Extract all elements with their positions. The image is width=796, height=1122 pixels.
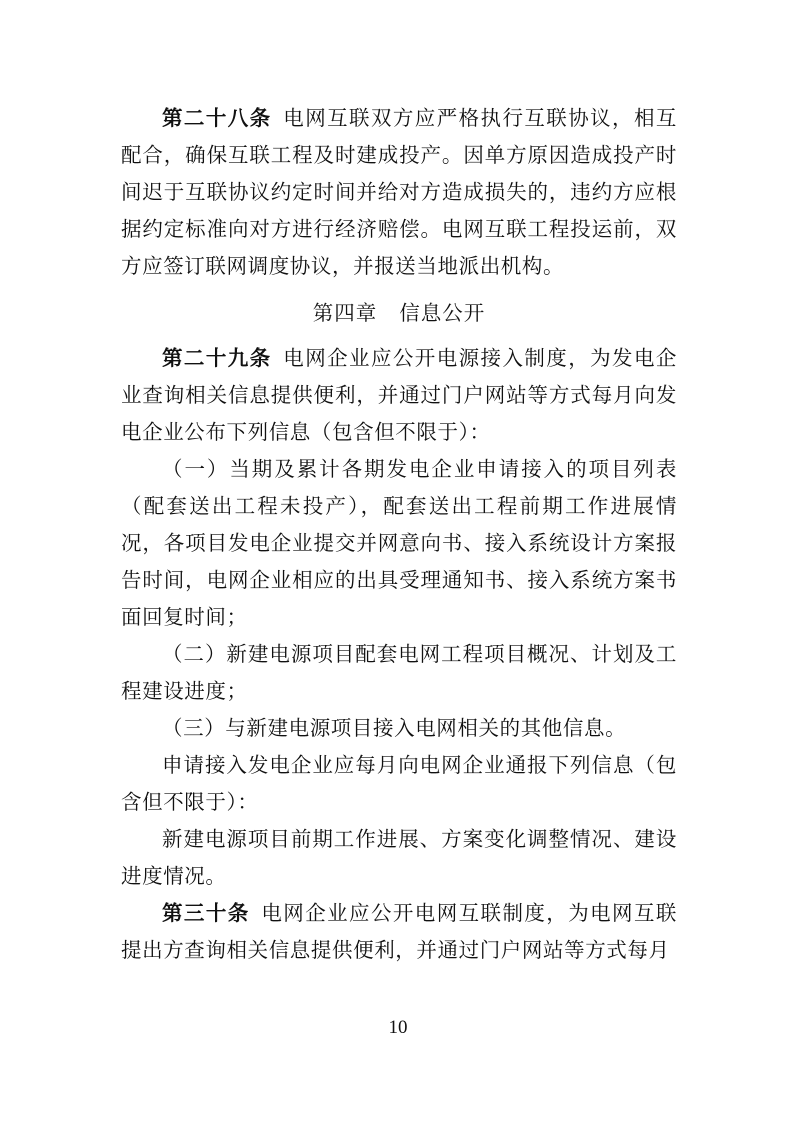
article-29-text: 电网企业应公开电源接入制度，为发电企业查询相关信息提供便利，并通过门户网站等方式每月向发电企业公布下列信息（包含但不限于）： xyxy=(121,346,677,444)
article-28-paragraph xyxy=(121,100,677,285)
article-29-item-3: （三）与新建电源项目接入电网相关的其他信息。 xyxy=(162,716,627,740)
article-30-text: 电网企业应公开电网互联制度，为电网互联提出方查询相关信息提供便利，并通过门户网站等方式每月 xyxy=(121,901,677,962)
article-29-paragraph xyxy=(121,340,677,451)
chapter-title: 信息公开 xyxy=(399,301,486,325)
page-number: 10 xyxy=(388,1017,408,1038)
article-28-text: 电网互联双方应严格执行互联协议，相互配合，确保互联工程及时建成投产。因单方原因造成投产时间迟于互联协议约定时间并给对方造成损失的，违约方应根据约定标准向对方进行经济赔偿。电网互联工程投运前，双方应签订联网调度协议，并报送当地派出机构。 xyxy=(121,106,677,278)
article-30-paragraph xyxy=(121,895,677,969)
chapter-heading xyxy=(121,295,677,332)
article-29-item-1: （一）当期及累计各期发电企业申请接入的项目列表（配套送出工程未投产），配套送出工程前期工作进展情况，各项目发电企业提交并网意向书、接入系统设计方案报告时间，电网企业相应的出具受理通知书、接入系统方案书面回复时间； xyxy=(121,457,677,629)
document-body xyxy=(121,100,677,969)
chapter-number: 第四章 xyxy=(312,301,378,325)
article-29-report-intro: 申请接入发电企业应每月向电网企业通报下列信息（包含但不限于）： xyxy=(121,753,677,814)
article-29-report-items: 新建电源项目前期工作进展、方案变化调整情况、建设进度情况。 xyxy=(121,827,677,888)
article-29-item-2: （二）新建电源项目配套电网工程项目概况、计划及工程建设进度； xyxy=(121,642,677,703)
article-30-number: 第三十条 xyxy=(162,901,250,925)
article-29-number: 第二十九条 xyxy=(162,346,272,370)
article-28-number: 第二十八条 xyxy=(162,106,272,130)
